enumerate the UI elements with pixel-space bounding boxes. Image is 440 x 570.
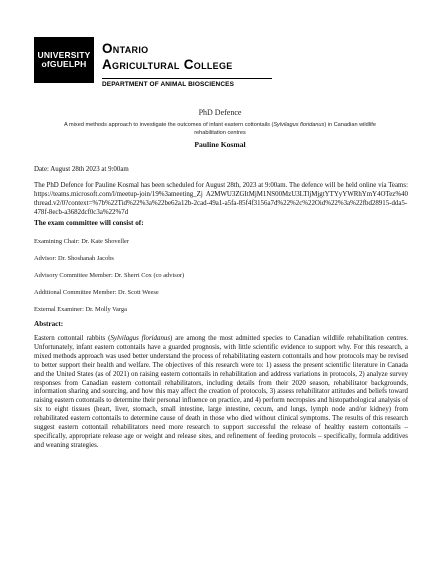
committee-heading: The exam committee will consist of: (34, 219, 144, 227)
abstract-text (34, 335, 408, 451)
college-name (102, 41, 233, 73)
committee-member: Advisor: Dr. Shoshanah Jacobs (34, 255, 114, 262)
department-name: DEPARTMENT OF ANIMAL BIOSCIENCES (102, 81, 234, 88)
author-name: Pauline Kosmal (194, 140, 246, 149)
committee-member: Additional Committee Member: Dr. Scott Weese (34, 289, 159, 296)
university-logo (34, 37, 94, 83)
thesis-title-end: ) in Canadian wildlife rehabilitation centres (194, 122, 376, 136)
logo-line2: ofGUELPH (41, 59, 87, 69)
document-type: PhD Defence (198, 108, 242, 117)
logo-line1: UNIVERSITY (37, 50, 91, 61)
announcement-paragraph: The PhD Defence for Pauline Kosmal has been scheduled for August 28th, 2023 at 9:00am. The defence will be held online via Teams: https://teams.microsoft.com/l/meetup-join/19%3ameeting_Zj A2MWU3ZGItMjM1NS00MzU3LTljMjgtYTYyYWRhYmY4OTez%40thread.v2/0?context=%7b%22Tid%22%3a%22be62a12b-2cad-49a1-a5fa-85f4f3156a7d%22%2c%22Oid%22%3a%22fbd28915-dda5-478f-8ecb-a3682dcf0c3a%22%7d (34, 182, 408, 216)
abstract-heading: Abstract: (34, 320, 64, 328)
header-divider (102, 78, 272, 79)
committee-list (34, 237, 408, 322)
committee-member: Advisory Committee Member: Dr. Sherri Cox (co advisor) (34, 272, 185, 279)
committee-member: External Examiner: Dr. Molly Varga (34, 306, 127, 313)
defence-date: Date: August 28th 2023 at 9:00am (34, 166, 129, 173)
college-line2: Agricultural College (102, 57, 233, 72)
abstract-text-rest: ) are among the most admitted species to Canadian wildlife rehabilitation centres. Unfortunately, infant eastern cottontails have a guarded prognosis, with little scientific evidence to support why. For this research, a mixed methods approach was used better understand the process of rehabilitating eastern cottontails and how protocols may be revised to better support their health and welfare. The objectives of this research were to: 1) assess the present scientific literature in Canada and the United States (as of 2021) on raising eastern cottontails in rehabilitation and address variations in protocols, 2) analyze survey responses from Canadian eastern cottontail rehabilitators, including details from their 2020 season, rehabilitator backgrounds, information sharing and sourcing, and how this may affect the creation of protocols, 3) assess rehabilitator attitudes and beliefs toward raising eastern cottontails to determine their personal influence on practice, and 4) perform necropsies and histopathological analysis of six to eight tissues (heart, liver, stomach, small intestine, large intestine, cecum, and lungs, lymph node and/or kidney) from rehabilitated eastern cottontails to determine cause of death in those who died without clinical symptoms. The results of this research suggest eastern cottontail rehabilitators need more research to support successful the release of healthy eastern cottontails – specifically, appropriate release age or weight and release sites, and refinement of feeding protocols – specifically, formula additives and weaning strategies. (34, 335, 408, 449)
abstract-text-start: Eastern cottontail rabbits ( (34, 335, 111, 342)
college-line1: Ontario (102, 41, 149, 56)
committee-member: Examining Chair: Dr. Kate Shoveller (34, 238, 129, 245)
thesis-title-species: Sylvilagus floridanus (273, 122, 325, 128)
thesis-title-start: A mixed methods approach to investigate the outcomes of infant eastern cottontails ( (64, 122, 274, 128)
abstract-species: Sylvilagus floridanus (110, 335, 171, 342)
thesis-title (50, 121, 390, 137)
